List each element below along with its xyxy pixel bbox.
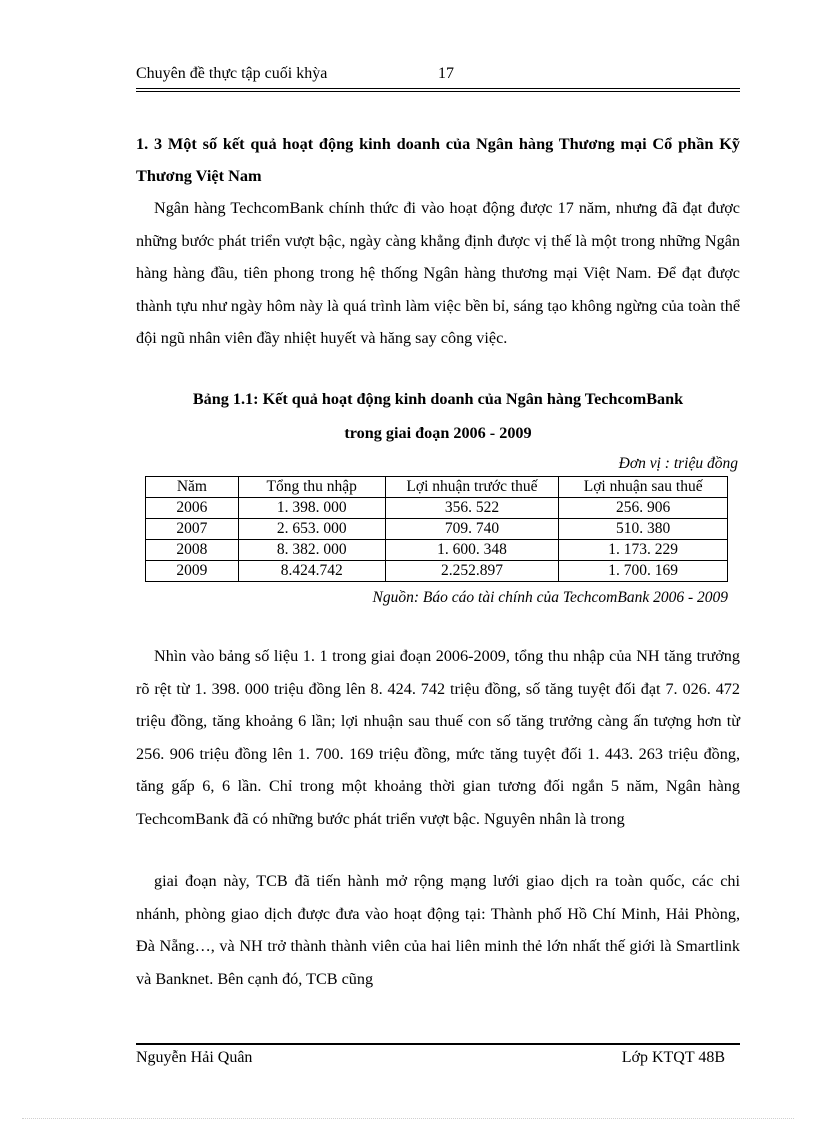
cell-total-income: 2. 653. 000 bbox=[238, 519, 385, 540]
col-year: Năm bbox=[146, 477, 239, 498]
footer-author: Nguyễn Hải Quân bbox=[136, 1049, 253, 1066]
cell-profit-after-tax: 510. 380 bbox=[559, 519, 728, 540]
page-number: 17 bbox=[438, 65, 454, 82]
table-row bbox=[146, 561, 728, 582]
cell-year: 2006 bbox=[146, 498, 239, 519]
col-profit-before-tax: Lợi nhuận trước thuế bbox=[385, 477, 559, 498]
footer-rule bbox=[136, 1043, 740, 1045]
header-rule bbox=[136, 88, 740, 89]
footer-class: Lớp KTQT 48B bbox=[621, 1049, 725, 1066]
section-heading: 1. 3 Một số kết quả hoạt động kinh doanh của Ngân hàng Thương mại Cổ phần Kỹ Thương Việt Nam bbox=[136, 134, 740, 185]
intro-paragraph: Ngân hàng TechcomBank chính thức đi vào hoạt động được 17 năm, nhưng đã đạt được những bước phát triển vượt bậc, ngày càng khẳng định được vị thế là một trong những Ngân hàng hàng đầu, tiên phong trong hệ thống Ngân hàng thương mại Việt Nam. Để đạt được thành tựu như ngày hôm này là quá trình làm việc bền bỉ, sáng tạo không ngừng của toàn thể đội ngũ nhân viên đầy nhiệt huyết và hăng say công việc. bbox=[136, 199, 740, 347]
header-rule-double bbox=[136, 91, 740, 92]
document-title: Chuyên đề thực tập cuối khỳa bbox=[136, 65, 328, 82]
table-unit: Đơn vị : triệu đồng bbox=[618, 455, 738, 472]
table-row bbox=[146, 498, 728, 519]
cell-year: 2007 bbox=[146, 519, 239, 540]
col-total-income: Tổng thu nhập bbox=[238, 477, 385, 498]
page-header bbox=[136, 63, 740, 85]
table-source: Nguồn: Báo cáo tài chính của TechcomBank 2006 - 2009 bbox=[372, 589, 728, 606]
table-caption: Bảng 1.1: Kết quả hoạt động kinh doanh của Ngân hàng TechcomBank bbox=[192, 390, 684, 408]
cell-profit-after-tax: 1. 173. 229 bbox=[559, 540, 728, 561]
cell-profit-before-tax: 1. 600. 348 bbox=[385, 540, 559, 561]
cell-year: 2009 bbox=[146, 561, 239, 582]
table-caption-period: trong giai đoạn 2006 - 2009 bbox=[344, 424, 532, 442]
results-table bbox=[145, 476, 728, 582]
col-profit-after-tax: Lợi nhuận sau thuế bbox=[559, 477, 728, 498]
cell-profit-before-tax: 356. 522 bbox=[385, 498, 559, 519]
table-row bbox=[146, 519, 728, 540]
expansion-paragraph: giai đoạn này, TCB đã tiến hành mở rộng mạng lưới giao dịch ra toàn quốc, các chi nhánh, phòng giao dịch được đưa vào hoạt động tại: Thành phố Hồ Chí Minh, Hải Phòng, Đà Nẵng…, và NH trở thành thành viên của hai liên minh thẻ lớn nhất thế giới là Smartlink và Banknet. Bên cạnh đó, TCB cũng bbox=[136, 872, 740, 988]
cell-total-income: 1. 398. 000 bbox=[238, 498, 385, 519]
cell-total-income: 8.424.742 bbox=[238, 561, 385, 582]
cell-year: 2008 bbox=[146, 540, 239, 561]
cell-profit-before-tax: 709. 740 bbox=[385, 519, 559, 540]
table-row bbox=[146, 540, 728, 561]
page-edge bbox=[22, 1118, 794, 1119]
cell-profit-before-tax: 2.252.897 bbox=[385, 561, 559, 582]
cell-total-income: 8. 382. 000 bbox=[238, 540, 385, 561]
table-header-row bbox=[146, 477, 728, 498]
cell-profit-after-tax: 1. 700. 169 bbox=[559, 561, 728, 582]
analysis-paragraph: Nhìn vào bảng số liệu 1. 1 trong giai đoạn 2006-2009, tổng thu nhập của NH tăng trưởng rõ rệt từ 1. 398. 000 triệu đồng lên 8. 424. 742 triệu đồng, số tăng tuyệt đối đạt 7. 026. 472 triệu đồng, tăng khoảng 6 lần; lợi nhuận sau thuế con số tăng trưởng càng ấn tượng hơn từ 256. 906 triệu đồng lên 1. 700. 169 triệu đồng, mức tăng tuyệt đối 1. 443. 263 triệu đồng, tăng gấp 6, 6 lần. Chỉ trong một khoảng thời gian tương đối ngắn 5 năm, Ngân hàng TechcomBank đã có những bước phát triển vượt bậc. Nguyên nhân là trong bbox=[136, 647, 740, 828]
cell-profit-after-tax: 256. 906 bbox=[559, 498, 728, 519]
